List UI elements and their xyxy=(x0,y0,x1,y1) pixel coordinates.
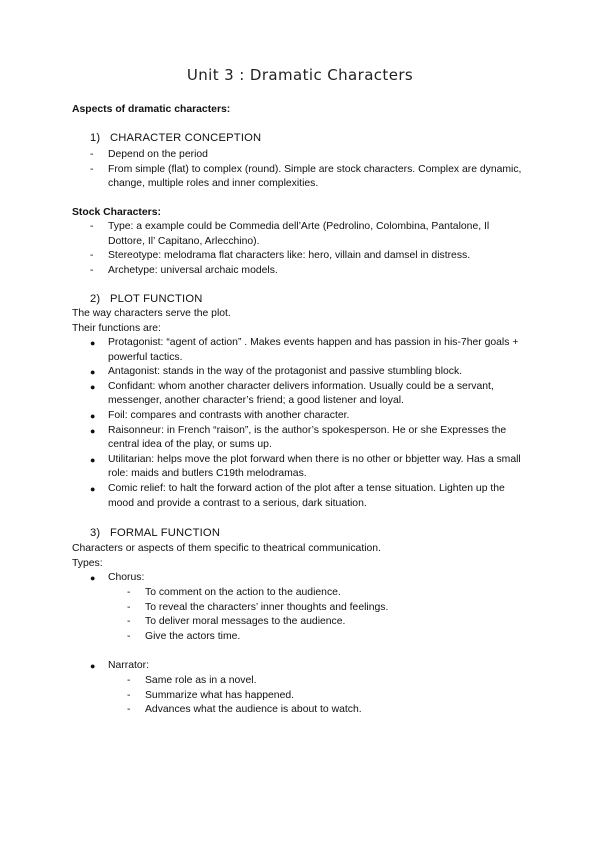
list-item: ● Protagonist: “agent of action” . Makes events happen and has passion in his-7her goals + powerful tactics. xyxy=(90,337,519,363)
section-number: 3) xyxy=(90,527,101,539)
list-item: ● Utilitarian: helps move the plot forward when there is no other or bbjetter way. Has a small role: maids and butlers C19th melodramas. xyxy=(90,453,521,480)
chorus-label: Chorus: xyxy=(108,572,145,583)
aspects-heading: Aspects of dramatic characters: xyxy=(72,104,231,115)
dash-marker: - xyxy=(127,616,131,628)
dash-marker: - xyxy=(127,587,131,598)
list-item: ● Comic relief: to halt the forward action of the plot after a tense situation. Lighten up the mood and provide a contrast to a serious, dark situation. xyxy=(90,482,505,509)
list-item: - Advances what the audience is about to watch. xyxy=(145,703,525,718)
list-item: - Stereotype: melodrama flat characters like: hero, villain and damsel in distress. xyxy=(108,249,528,264)
list-item: ● Confidant: whom another character delivers information. Usually could be a servant, messenger, another character’s friend; a good listener and loyal. xyxy=(90,380,494,407)
bullet-marker: ● xyxy=(90,381,96,392)
chorus-item xyxy=(90,571,145,586)
section-3-heading xyxy=(90,526,220,541)
bullet-marker: ● xyxy=(90,483,96,494)
section-1-heading xyxy=(90,131,261,146)
list-item: - Give the actors time. xyxy=(145,630,525,645)
plot-intro: The way characters serve the plot. xyxy=(72,308,231,319)
dash-marker: - xyxy=(90,250,94,262)
page-title: Unit 3 : Dramatic Characters xyxy=(186,66,414,84)
list-item: - To reveal the characters’ inner thoughts and feelings. xyxy=(145,601,525,616)
plot-function-list xyxy=(90,336,528,511)
bullet-marker: ● xyxy=(90,661,96,671)
dash-marker: - xyxy=(90,221,94,232)
dash-marker: - xyxy=(90,149,94,160)
narrator-item xyxy=(90,659,149,674)
section-title: CHARACTER CONCEPTION xyxy=(110,132,262,144)
bullet-marker: ● xyxy=(90,410,96,421)
dash-marker: - xyxy=(90,264,94,276)
list-item: - Depend on the period xyxy=(108,148,538,163)
list-item: ● Antagonist: stands in the way of the protagonist and passive stumbling block. xyxy=(108,365,528,380)
list-item: - Type: a example could be Commedia dell’Arte (Pedrolino, Colombina, Pantalone, Il Dottore, Il’ Capitano, Arlecchino). xyxy=(90,221,490,247)
formal-intro: Characters or aspects of them specific to theatrical communication. xyxy=(72,543,381,554)
dash-marker: - xyxy=(127,601,131,613)
formal-types-label: Types: xyxy=(72,558,103,569)
conception-list xyxy=(90,148,538,192)
bullet-marker: ● xyxy=(90,573,96,583)
section-title: PLOT FUNCTION xyxy=(110,293,203,305)
stock-heading: Stock Characters: xyxy=(72,207,161,218)
list-item: - To deliver moral messages to the audience. xyxy=(145,615,525,630)
list-item: - Summarize what has happened. xyxy=(145,689,525,704)
dash-marker: - xyxy=(90,163,94,175)
list-item: ● Raisonneur: in French “raison”, is the author’s spokesperson. He or she Expresses the central idea of the play, or sums up. xyxy=(90,424,507,451)
bullet-marker: ● xyxy=(90,338,96,348)
plot-intro-functions: Their functions are: xyxy=(72,323,161,334)
bullet-marker: ● xyxy=(90,367,96,378)
section-title: FORMAL FUNCTION xyxy=(110,527,221,539)
list-item: - From simple (flat) to complex (round). Simple are stock characters. Complex are dynamic, change, multiple roles and inner complexities. xyxy=(90,163,522,190)
chorus-list xyxy=(127,586,525,644)
list-item: - To comment on the action to the audience. xyxy=(145,586,525,601)
section-2-heading xyxy=(90,292,203,307)
dash-marker: - xyxy=(127,689,131,701)
stock-list xyxy=(90,220,528,278)
bullet-marker: ● xyxy=(90,425,96,436)
list-item: - Same role as in a novel. xyxy=(145,674,525,689)
dash-marker: - xyxy=(127,675,131,686)
bullet-marker: ● xyxy=(90,454,96,465)
dash-marker: - xyxy=(127,704,131,716)
list-item: ● Foil: compares and contrasts with another character. xyxy=(108,409,528,424)
list-item: - Archetype: universal archaic models. xyxy=(108,264,528,279)
narrator-list xyxy=(127,674,525,718)
narrator-label: Narrator: xyxy=(108,660,149,671)
dash-marker: - xyxy=(127,630,131,642)
section-number: 1) xyxy=(90,132,101,144)
section-number: 2) xyxy=(90,293,101,305)
